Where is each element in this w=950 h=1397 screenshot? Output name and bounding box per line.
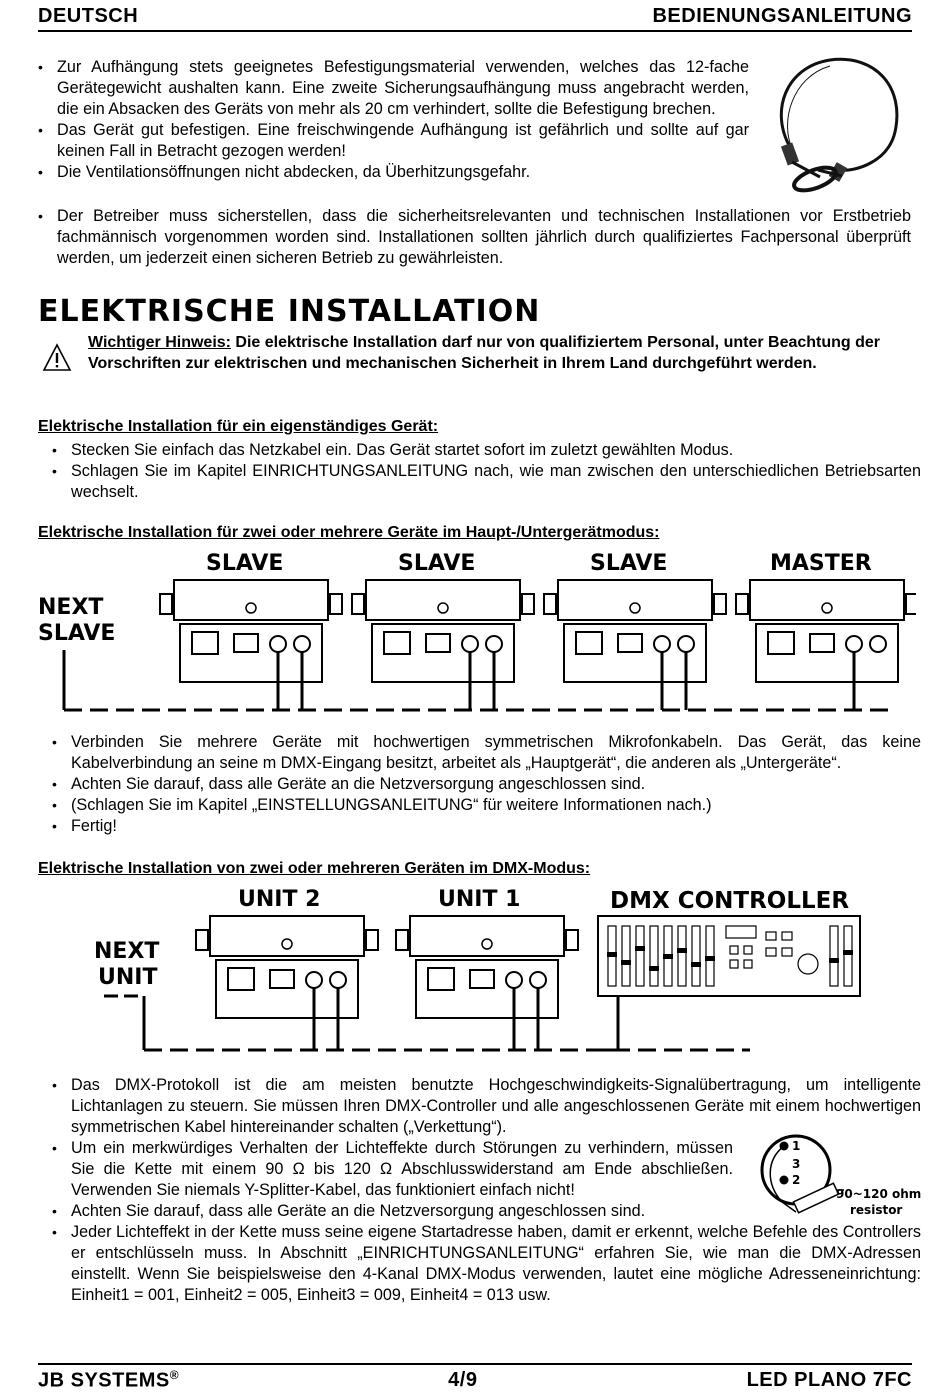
list-item: • Verbinden Sie mehrere Geräte mit hochwertigen symmetrischen Mikrofonkabeln. Das Gerät, das keine Kabelverbindung an seine m DMX-Eingang besitzt, arbeitet als „Hauptgerät“, die anderen als „Untergeräte“. [71, 732, 921, 774]
list-item: • Achten Sie darauf, dass alle Geräte an die Netzversorgung angeschlossen sind. [71, 1201, 921, 1222]
next-slave-label: SLAVE [38, 621, 116, 646]
list-item: • Um ein merkwürdiges Verhalten der Lichteffekte durch Störungen zu verhindern, müssen Sie die Kette mit einem 90 Ω bis 120 Ω Abschlusswiderstand am Ende abschließen. Verwenden Sie niemals Y-Splitter-Kabel, das funktioniert einfach nicht! [71, 1138, 733, 1201]
list-item: • Der Betreiber muss sicherstellen, dass die sicherheitsrelevanten und technischen Installationen vor Erstbetrieb fachmännisch vorgenommen worden sind. Installationen sollten jährlich durch qualifiziertes Fachpersonal überprüft werden, um jederzeit einen sicheren Betrieb zu gewährleisten. [57, 206, 911, 269]
page-number: 4/9 [448, 1368, 478, 1391]
list-item: • Jeder Lichteffekt in der Kette muss seine eigene Startadresse haben, damit er erkennt, welche Befehle des Controllers er entschlüsseln muss. In Abschnitt „EINRICHTUNGSANLEITUNG“ erfahren Sie, wie man die DMX-Adressen einstellt. Wenn Sie beispielsweise den 4-Kanal DMX-Modus verwenden, lautet eine mögliche Adresseneinrichtung: Einheit1 = 001, Einheit2 = 005, Einheit3 = 009, Einheit4 = 013 usw. [71, 1222, 921, 1306]
list-item: • Das DMX-Protokoll ist die am meisten benutzte Hochgeschwindigkeits-Signalübertragung, um intelligente Lichtanlagen zu steuern. Sie müssen Ihren DMX-Controller und alle angeschlossenen Geräte mit einem hochwertigen symmetrischen Kabel hintereinander schalten („Verkettung“). [71, 1075, 921, 1138]
fixture-unit [196, 887, 378, 1050]
warning-note [88, 332, 888, 374]
unit-label: SLAVE [206, 551, 284, 576]
dmx-heading: Elektrische Installation von zwei oder mehreren Geräten im DMX-Modus: [38, 860, 591, 877]
warning-triangle-icon [42, 343, 72, 373]
resistor-label: 90~120 ohm [836, 1187, 922, 1201]
fixture-unit [396, 887, 578, 1050]
master-slave-diagram [36, 546, 916, 718]
master-slave-bullets [71, 732, 921, 837]
footer-product: LED PLANO 7FC [746, 1368, 912, 1391]
next-unit-label: NEXT [94, 939, 160, 964]
page-header [38, 2, 912, 32]
unit-label: MASTER [770, 551, 872, 576]
list-item: • Das Gerät gut befestigen. Eine freischwingende Aufhängung ist gefährlich und sollte auf gar keinen Fall in Betracht gezogen werden! [57, 120, 749, 162]
svg-text:3: 3 [792, 1157, 801, 1171]
master-slave-heading: Elektrische Installation für zwei oder mehrere Geräte im Haupt-/Untergerätmodus: [38, 524, 660, 541]
dmx-diagram [90, 882, 870, 1062]
svg-text:1: 1 [792, 1139, 801, 1153]
next-unit-label: UNIT [98, 965, 158, 990]
section-title: ELEKTRISCHE INSTALLATION [38, 294, 541, 329]
page-footer [38, 1363, 912, 1395]
top-bullets-narrow [57, 57, 749, 183]
list-item: • (Schlagen Sie im Kapitel „EINSTELLUNGSANLEITUNG“ für weitere Informationen nach.) [71, 795, 921, 816]
next-slave-label: NEXT [38, 595, 104, 620]
unit-label: UNIT 1 [438, 887, 521, 912]
controller-label: DMX CONTROLLER [610, 888, 850, 914]
fixture-unit [160, 551, 342, 710]
list-item: • Stecken Sie einfach das Netzkabel ein. Das Gerät startet sofort im zuletzt gewählten Modus. [71, 440, 921, 461]
top-bullets-wide [57, 206, 911, 269]
unit-label: SLAVE [398, 551, 476, 576]
fixture-unit [736, 551, 916, 710]
list-item: • Schlagen Sie im Kapitel EINRICHTUNGSANLEITUNG nach, wie man zwischen den unterschiedlichen Betriebsarten wechselt. [71, 461, 921, 503]
list-item: • Fertig! [71, 816, 921, 837]
standalone-heading: Elektrische Installation für ein eigenständiges Gerät: [38, 418, 439, 435]
dmx-bullets-rest [71, 1201, 921, 1306]
list-item: • Zur Aufhängung stets geeignetes Befestigungsmaterial verwenden, welches das 12-fache Gerätegewicht aushalten kann. Eine zweite Sicherungsaufhängung muss angebracht werden, die ein Absacken des Geräts von mehr als 20 cm verhindert, sollte die Befestigung brechen. [57, 57, 749, 120]
header-language: DEUTSCH [38, 5, 139, 27]
footer-brand: JB SYSTEMS® [38, 1367, 180, 1392]
fixture-unit [544, 551, 726, 710]
unit-label: UNIT 2 [238, 887, 321, 912]
dmx-bullet-1 [71, 1075, 921, 1138]
standalone-bullets [71, 440, 921, 503]
dmx-controller [598, 888, 860, 1050]
unit-label: SLAVE [590, 551, 668, 576]
warning-label: Wichtiger Hinweis: [88, 334, 231, 351]
dmx-bullet-2 [71, 1138, 733, 1201]
svg-text:2: 2 [792, 1173, 801, 1187]
warning-text: Die elektrische Installation darf nur von qualifiziertem Personal, unter Beachtung der Vorschriften zur elektrischen und mechanischen Sicherheit in Ihrem Land durchgeführt werden. [88, 334, 881, 372]
resistor-label: resistor [850, 1203, 903, 1217]
fixture-unit [352, 551, 534, 710]
header-doc-title: BEDIENUNGSANLEITUNG [652, 5, 912, 27]
list-item: • Achten Sie darauf, dass alle Geräte an die Netzversorgung angeschlossen sind. [71, 774, 921, 795]
list-item: • Die Ventilationsöffnungen nicht abdecken, da Überhitzungsgefahr. [57, 162, 749, 183]
safety-cable-icon [770, 52, 910, 197]
